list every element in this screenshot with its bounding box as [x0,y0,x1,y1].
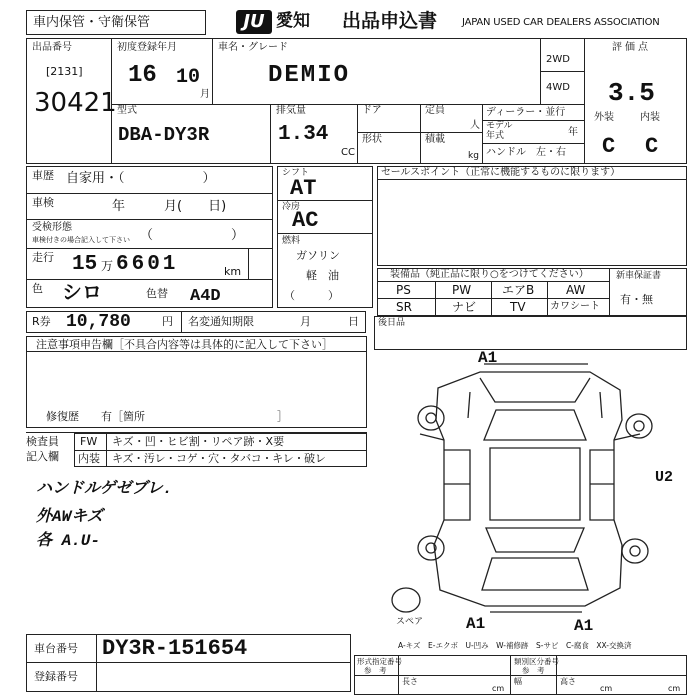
damage-mark-rear-right: A1 [574,617,594,635]
load-unit: kg [468,151,479,161]
model-year-label1: モデル [486,121,513,131]
history-label: 車歴 [32,169,54,182]
hand-note-1: ハンドルゲゼブレ. [36,480,173,498]
lot-number-label: 出品番号 [32,42,72,53]
shape-label: 形状 [362,134,382,145]
year-unit: 年 [568,127,578,138]
fuel-diesel: 軽 油 [306,269,339,282]
inspector-label2: 記入欄 [26,450,59,463]
drive-4wd: 4WD [546,82,570,93]
lot-number: 30421 [34,88,117,118]
ac-label: 冷房 [282,202,301,212]
inspection-value: 年 月( 日) [112,199,227,214]
inspector-interior-tag: 内装 [78,452,100,465]
inspector-fw-tag: FW [80,435,98,448]
fuel-gasoline: ガソリン [296,249,340,262]
color-change-label: 色替 [146,287,168,300]
inspector-fw-items: キズ・凹・ヒビ割・リペア跡・X要 [112,435,285,448]
height-label: 高さ [560,677,576,686]
inspector-label1: 検査員 [26,435,59,448]
hand-note-3: 各 A.U- [36,532,101,550]
equip-ps: PS [396,283,411,297]
length-unit: cm [492,684,505,693]
model-year-label2: 年式 [486,131,505,141]
displacement-label: 排気量 [276,105,306,116]
registration-month-unit: 月 [200,89,210,100]
color-label: 色 [32,282,43,295]
mileage-label: 走行 [32,251,54,264]
rating-score: 3.5 [608,78,655,108]
lot-code: [2131] [46,65,83,78]
transfer-note: 車検付きの場合記入して下さい [32,236,130,244]
history-value: 自家用・（ ） [66,171,216,186]
car-name-label: 車名・グレード [218,42,288,53]
rating-label: 評価点 [612,42,651,53]
form-title: 出品申込書 [342,10,438,32]
fuel-label: 燃料 [282,236,301,246]
classification-number-label: 類別区分番号 [514,657,559,666]
chassis-number: DY3R-151654 [102,636,248,661]
classification-reference: 参 考 [522,666,545,675]
interior-label: 内装 [640,112,660,123]
r-ken-label: R券 [32,315,51,328]
name-change-day: 日 [348,315,359,328]
car-name: DEMIO [268,62,351,89]
designated-reference: 参 考 [364,666,387,675]
drive-2wd: 2WD [546,54,570,65]
retrofit-label: 後日品 [378,318,406,328]
equip-sr: SR [396,300,412,314]
damage-mark-front: A1 [478,349,498,367]
registration-year: 16 [128,62,157,89]
shift-label: シフト [282,168,310,178]
height-unit: cm [668,684,681,693]
name-change-label: 名変通知期限 [188,315,254,328]
equip-airbag: エアB [502,283,535,297]
mileage-unit: km [224,265,242,278]
hand-note-2: 外AWキズ [36,508,103,526]
equip-aw: AW [566,283,586,297]
equip-navi: ナビ [452,300,477,314]
displacement-unit: CC [341,147,355,158]
transfer-value: （ ） [140,228,245,243]
handle-label: ハンドル 左・右 [486,147,566,158]
spare-label: スペア [396,617,424,627]
registration-number-label: 登録番号 [34,670,78,683]
r-ken-unit: 円 [162,315,173,328]
ac-value: AC [292,208,319,233]
registration-month: 10 [176,66,201,89]
storage-label: 車内保管・守衛保管 [33,15,151,30]
equipment-label: 装備品（純正品に限り○をつけてください） [390,269,589,280]
name-change-month: 月 [300,315,311,328]
interior-grade: C [645,134,659,159]
damage-mark-right: U2 [655,469,674,486]
capacity-unit: 人 [470,120,480,131]
chassis-label: 車台番号 [34,642,78,655]
first-registration-label: 初度登録年月 [117,42,177,53]
width-unit: cm [600,684,613,693]
dealer-label: ディーラー・並行 [486,107,566,118]
load-label: 積載 [425,134,445,145]
sales-point-label: セールスポイント（正常に機能するものに限ります） [381,167,621,178]
association-name: 愛知 [276,11,310,31]
mileage-man: 15 [72,253,98,276]
door-label: ドア [362,105,382,116]
exterior-grade: C [602,134,616,159]
r-ken-value: 10,780 [66,312,131,332]
notes-label: 注意事項申告欄［不具合内容等は具体的に記入して下さい］ [36,338,333,351]
warranty-label: 新車保証書 [616,271,662,281]
warranty-value: 有・無 [620,293,653,306]
capacity-label: 定員 [425,105,445,116]
damage-legend: A-キズ E-エクボ U-凹み W-補修跡 S-サビ C-腐食 XX-交換済 [398,641,632,650]
model-label: 型式 [117,105,137,116]
damage-mark-rear-left: A1 [466,615,486,633]
equip-tv: TV [510,300,526,314]
displacement-value: 1.34 [278,123,329,146]
english-title: JAPAN USED CAR DEALERS ASSOCIATION [462,17,660,28]
equip-pw: PW [452,283,472,297]
length-label: 長さ [402,677,418,686]
color-value: シロ [62,283,102,306]
ju-logo: JU [236,10,272,34]
transfer-label: 受検形態 [32,222,72,233]
width-label: 幅 [514,677,522,686]
mileage-rest: 6601 [116,253,179,276]
inspector-interior-items: キズ・汚レ・コゲ・穴・タバコ・キレ・破レ [112,452,326,465]
inspection-label: 車検 [32,196,54,209]
color-code: A4D [190,287,221,306]
shift-value: AT [290,176,317,201]
repair-history: 修復歴 有［箇所 ］ [46,410,288,423]
exterior-label: 外装 [594,112,614,123]
model-value: DBA-DY3R [118,124,210,146]
fuel-other: （ ） [284,289,339,302]
equip-leather: カワシート [550,301,600,312]
designated-number-label: 形式指定番号 [357,657,402,666]
mileage-man-unit: 万 [101,259,114,273]
